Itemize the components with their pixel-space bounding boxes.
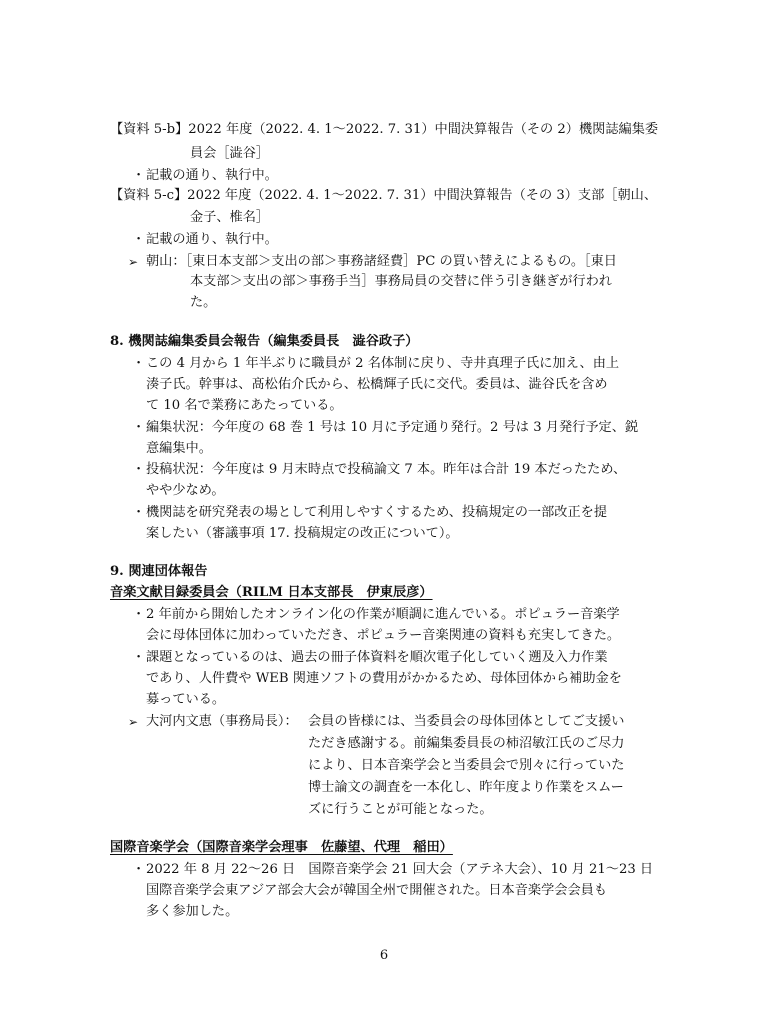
bullet-dot: ・ [132,862,146,877]
rilm-heading: 音楽文献目録委員会（RILM 日本支部長 伊東辰彦） [110,585,433,600]
asayama-note-line2: 本支部＞支出の部＞事務手当］事務局員の交替に伴う引き継ぎが行われ [190,274,612,289]
asayama-note-line3: た。 [190,295,217,310]
budget-5b-line2: 員会［澁谷］ [190,146,270,161]
rilm-item1-line2: 会に母体団体に加わっていただき、ポピュラー音楽関連の資料も充実してきた。 [146,628,621,643]
asayama-note-line1: 朝山：［東日本支部＞支出の部＞事務諸経費］PC の買い替えによるもの。［東日 [146,254,617,269]
ims-item-line3: 多く参加した。 [146,904,239,919]
okochi-note-line2: ただき感謝する。前編集委員長の柿沼敏江氏のご尽力 [308,736,625,751]
bullet-dot: ・ [132,505,146,520]
s8-item1-line3: て 10 名で業務にあたっている。 [146,398,343,413]
okochi-note-line5: ズに行うことが可能となった。 [308,802,493,817]
budget-5c-line1: 【資料 5-c】2022 年度（2022. 4. 1～2022. 7. 31）中間決算報告（その 3）支部［朝山、 [110,188,658,203]
s8-item2-line2: 意編集中。 [146,441,212,456]
arrow-bullet-icon: ➢ [128,255,139,269]
budget-5b-note: 記載の通り、執行中。 [146,168,278,183]
budget-5c-line2: 金子、椎名］ [190,210,270,225]
bullet-dot: ・ [132,650,146,665]
rilm-item2-line3: 募っている。 [146,692,226,707]
page-number: 6 [379,948,389,963]
s8-item3-line2: やや少なめ。 [146,483,225,498]
s8-item1-line2: 湊子氏。幹事は、髙松佑介氏から、松橋輝子氏に交代。委員は、澁谷氏を含め [146,377,608,392]
s8-item1-line1: この 4 月から 1 年半ぶりに職員が 2 名体制に戻り、寺井真理子氏に加え、由上 [146,356,620,371]
ims-item-line1: 2022 年 8 月 22～26 日 国際音楽学会 21 回大会（アテネ大会）、10 月 21～23 日 [146,862,654,877]
ims-heading: 国際音楽学会（国際音楽学会理事 佐藤望、代理 稲田） [110,840,453,855]
section9-heading: 9. 関連団体報告 [110,564,208,579]
budget-5b-line1: 【資料 5-b】2022 年度（2022. 4. 1～2022. 7. 31）中間決算報告（その 2）機関誌編集委 [110,122,659,137]
s8-item4-line2: 案したい（審議事項 17. 投稿規定の改正について）。 [146,526,459,541]
okochi-note-line1: 会員の皆様には、当委員会の母体団体としてご支援い [308,714,625,729]
okochi-note-line3: により、日本音楽学会と当委員会で別々に行っていた [308,758,625,773]
okochi-note-line4: 博士論文の調査を一本化し、昨年度より作業をスムー [308,780,624,795]
s8-item4-line1: 機関誌を研究発表の場として利用しやすくするため、投稿規定の一部改正を提 [146,505,608,520]
bullet-dot: ・ [132,607,146,622]
s8-item3-line1: 投稿状況：今年度は 9 月末時点で投稿論文 7 本。昨年は合計 19 本だったため、 [146,462,627,477]
bullet-dot: ・ [132,356,146,371]
rilm-item1-line1: 2 年前から開始したオンライン化の作業が順調に進んでいる。ポピュラー音楽学 [146,607,620,622]
bullet-dot: ・ [132,462,146,477]
section8-heading: 8. 機関誌編集委員会報告（編集委員長 澁谷政子） [110,334,419,349]
arrow-bullet-icon: ➢ [128,715,139,729]
bullet-dot: ・ [132,420,146,435]
s8-item2-line1: 編集状況：今年度の 68 巻 1 号は 10 月に予定通り発行。2 号は 3 月発行予定、鋭 [146,420,639,435]
okochi-label: 大河内文恵（事務局長）： [146,714,298,729]
rilm-item2-line2: であり、人件費や WEB 関連ソフトの費用がかかるため、母体団体から補助金を [146,671,622,686]
budget-5c-note: 記載の通り、執行中。 [146,232,278,247]
rilm-item2-line1: 課題となっているのは、過去の冊子体資料を順次電子化していく遡及入力作業 [146,650,608,665]
ims-item-line2: 国際音楽学会東アジア部会大会が韓国全州で開催された。日本音楽学会会員も [146,883,608,898]
bullet-dot: ・ [132,232,146,247]
bullet-dot: ・ [132,168,146,183]
